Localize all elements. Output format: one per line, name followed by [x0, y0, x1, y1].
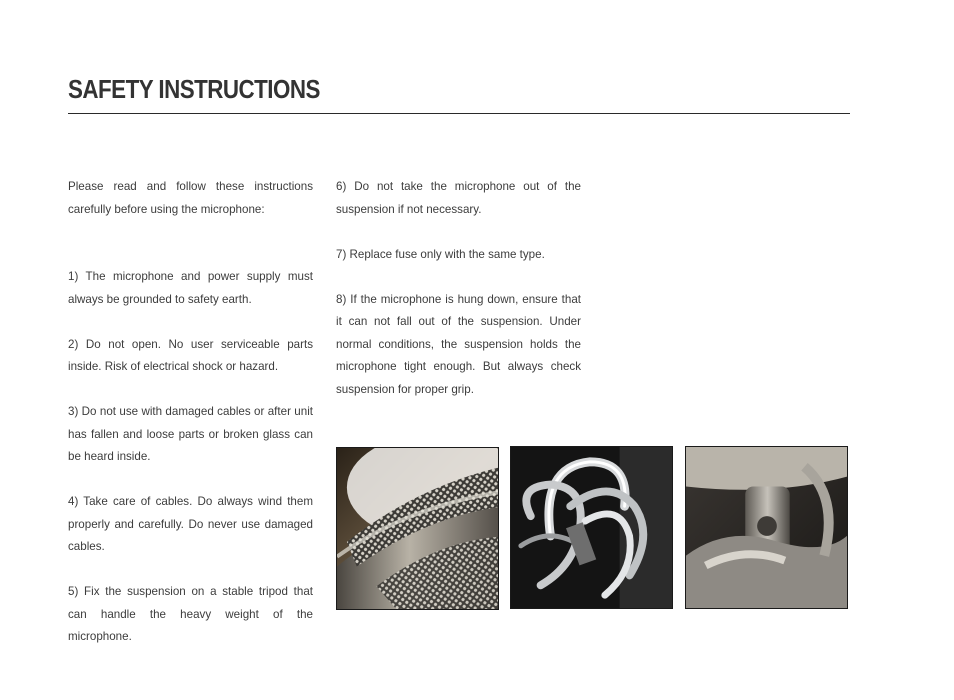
shock-mount-suspension-photo: [510, 446, 673, 609]
instruction-item-2: 2) Do not open. No user serviceable parts inside. Risk of electrical shock or hazard.: [68, 337, 313, 373]
instruction-item-4: 4) Take care of cables. Do always wind them properly and carefully. Do never use damaged cables.: [68, 495, 313, 553]
instructions-column-left: [68, 176, 313, 649]
microphone-grille-closeup-photo: [336, 447, 499, 610]
instruction-item-8: 8) If the microphone is hung down, ensure that it can not fall out of the suspension. Under normal conditions, the suspension holds the microphone tight enough. But always check suspension for proper grip.: [336, 292, 581, 396]
instruction-item-6: 6) Do not take the microphone out of the suspension if not necessary.: [336, 180, 581, 216]
page-title: SAFETY INSTRUCTIONS: [68, 74, 320, 104]
microphone-in-suspension-photo: [685, 446, 848, 609]
instructions-column-right: [336, 176, 581, 401]
title-divider: [68, 113, 850, 114]
instruction-item-7: 7) Replace fuse only with the same type.: [336, 247, 545, 261]
instruction-item-1: 1) The microphone and power supply must always be grounded to safety earth.: [68, 270, 313, 306]
instruction-item-3: 3) Do not use with damaged cables or after unit has fallen and loose parts or broken glass can be heard inside.: [68, 405, 313, 463]
intro-paragraph: Please read and follow these instructions carefully before using the microphone:: [68, 180, 313, 216]
instruction-item-5: 5) Fix the suspension on a stable tripod that can handle the heavy weight of the microphone.: [68, 585, 313, 643]
